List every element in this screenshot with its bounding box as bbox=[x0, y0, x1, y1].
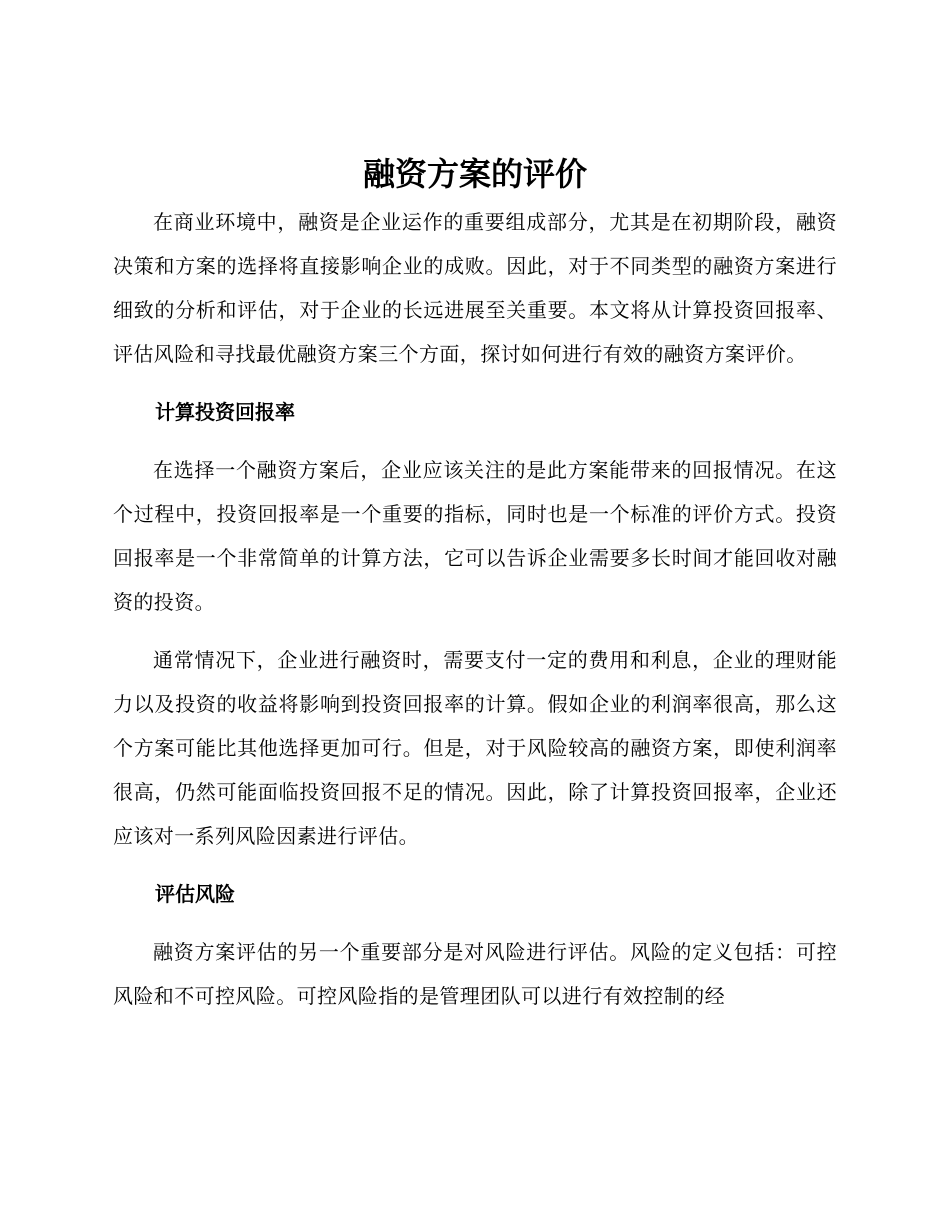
intro-paragraph: 在商业环境中，融资是企业运作的重要组成部分，尤其是在初期阶段，融资决策和方案的选择将直接影响企业的成败。因此，对于不同类型的融资方案进行细致的分析和评估，对于企业的长远进展至关重要。本文将从计算投资回报率、评估风险和寻找最优融资方案三个方面，探讨如何进行有效的融资方案评价。 bbox=[113, 210, 837, 366]
risk-paragraph-1: 融资方案评估的另一个重要部分是对风险进行评估。风险的定义包括：可控风险和不可控风险。可控风险指的是管理团队可以进行有效控制的经 bbox=[113, 940, 837, 1008]
section-heading-risk: 评估风险 bbox=[155, 882, 235, 906]
document-title: 融资方案的评价 bbox=[362, 155, 587, 193]
document-body bbox=[113, 200, 837, 1032]
section-heading-roi: 计算投资回报率 bbox=[155, 400, 295, 424]
roi-paragraph-1: 在选择一个融资方案后，企业应该关注的是此方案能带来的回报情况。在这个过程中，投资回报率是一个重要的指标，同时也是一个标准的评价方式。投资回报率是一个非常简单的计算方法，它可以告诉企业需要多长时间才能回收对融资的投资。 bbox=[113, 458, 837, 614]
roi-paragraph-2: 通常情况下，企业进行融资时，需要支付一定的费用和利息，企业的理财能力以及投资的收益将影响到投资回报率的计算。假如企业的利润率很高，那么这个方案可能比其他选择更加可行。但是，对于风险较高的融资方案，即使利润率很高，仍然可能面临投资回报不足的情况。因此，除了计算投资回报率，企业还应该对一系列风险因素进行评估。 bbox=[113, 648, 837, 848]
